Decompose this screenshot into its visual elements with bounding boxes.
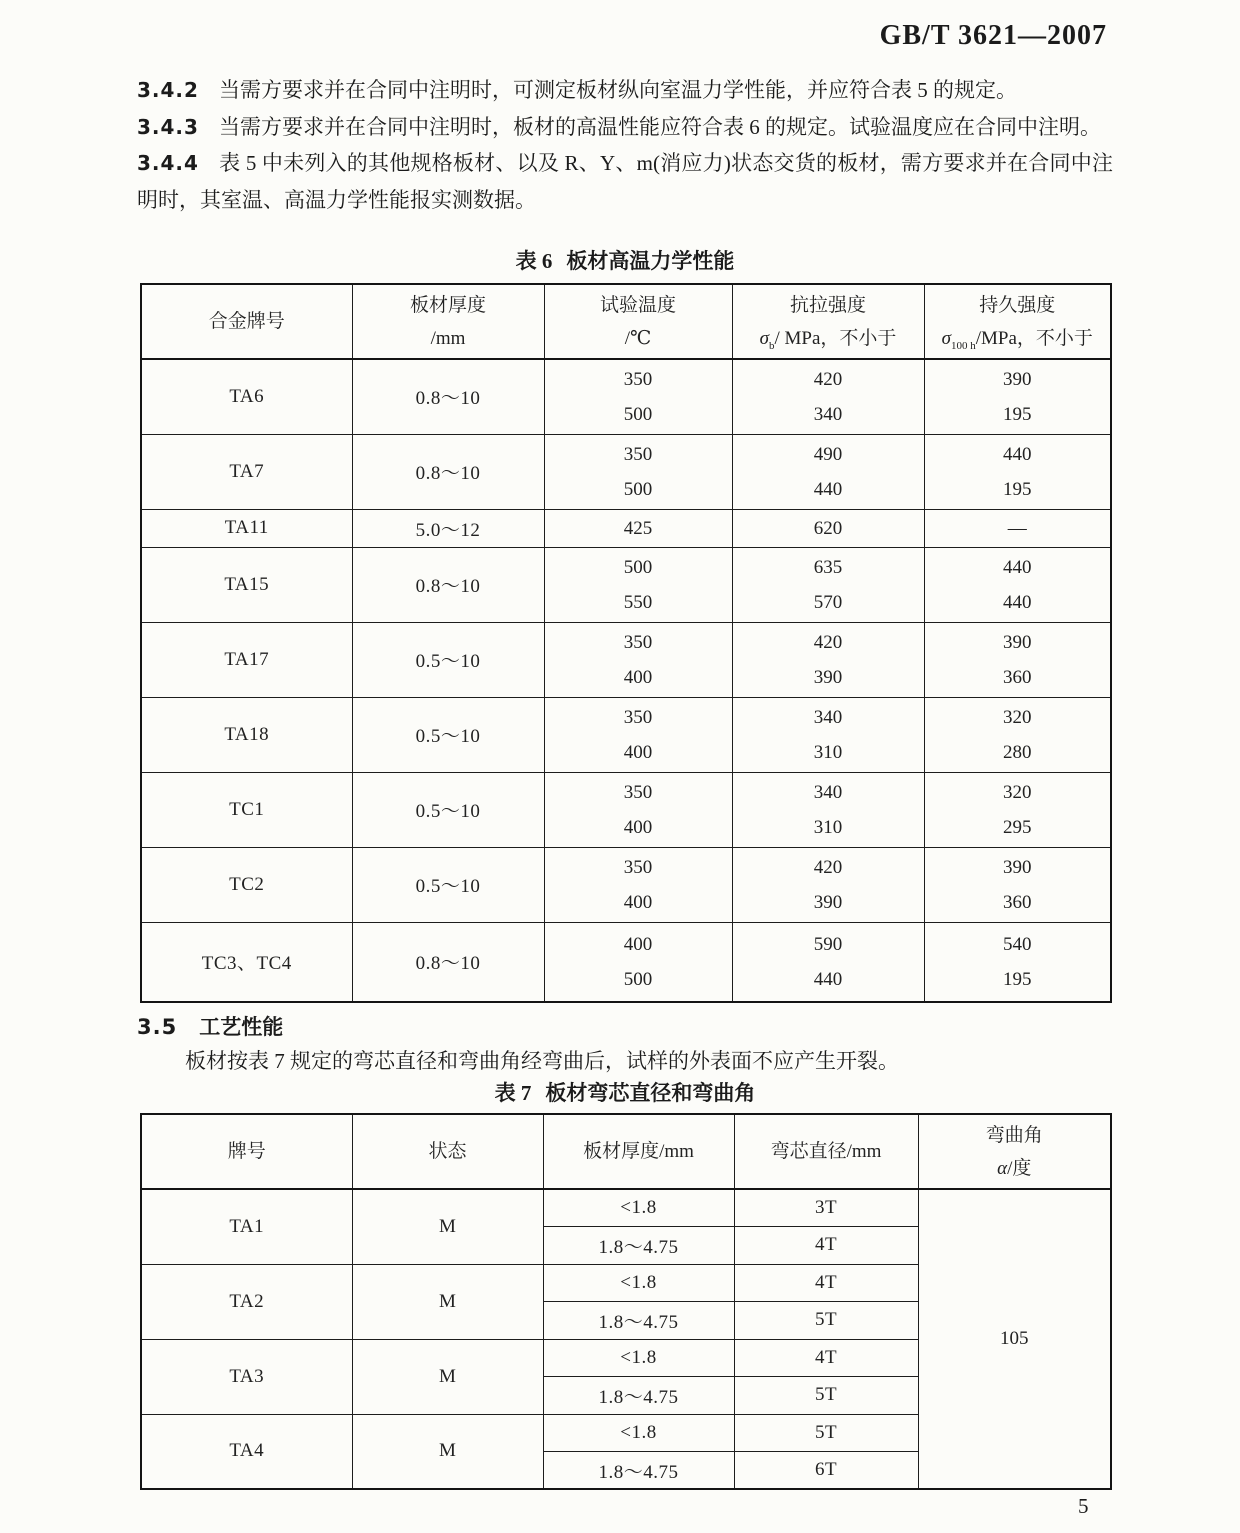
table-row (141, 697, 1111, 772)
cell-diameter: 3T (734, 1189, 918, 1227)
clause-number: 3.4.3 (137, 114, 199, 139)
cell-endurance: 540 195 (924, 922, 1111, 1002)
cell-endurance: 390 360 (924, 847, 1111, 922)
cell-state: M (352, 1189, 543, 1264)
cell-thickness: 0.5～10 (352, 697, 544, 772)
table7-caption-title: 板材弯芯直径和弯曲角 (545, 1081, 756, 1105)
cell-temperature: 500 550 (544, 547, 732, 622)
table6-caption (140, 245, 1110, 275)
cell-diameter: 4T (734, 1339, 918, 1377)
col-header-bend-angle: 弯曲角 α/度 (918, 1114, 1111, 1189)
table-row (141, 547, 1111, 622)
cell-thickness: 0.8～10 (352, 359, 544, 434)
cell-temperature: 400 500 (544, 922, 732, 1002)
cell-tensile: 490 440 (732, 434, 924, 509)
cell-temperature: 350 400 (544, 622, 732, 697)
col-header-endurance-strength: 持久强度 $\sigma_{100 h}$/MPa，不小于 (924, 284, 1111, 359)
cell-endurance: 320 295 (924, 772, 1111, 847)
table7-bend-test (140, 1113, 1112, 1490)
cell-thickness: 0.8～10 (352, 547, 544, 622)
cell-alloy: TA15 (141, 547, 352, 622)
cell-state: M (352, 1339, 543, 1414)
table-row (141, 922, 1111, 1002)
cell-alloy: TA18 (141, 697, 352, 772)
table-row (141, 509, 1111, 547)
cell-thickness: 1.8～4.75 (543, 1377, 734, 1415)
cell-grade: TA4 (141, 1414, 352, 1489)
table6-high-temp-properties (140, 283, 1112, 1003)
table7-header-row (141, 1114, 1111, 1189)
clause-3-4-2 (137, 72, 1113, 109)
cell-thickness: <1.8 (543, 1414, 734, 1452)
clause-text-block (137, 72, 1113, 218)
table6-caption-label: 表 6 (515, 249, 553, 273)
cell-diameter: 5T (734, 1414, 918, 1452)
cell-temperature: 350 500 (544, 434, 732, 509)
cell-state: M (352, 1264, 543, 1339)
cell-thickness: 1.8～4.75 (543, 1302, 734, 1340)
table-row (141, 434, 1111, 509)
cell-endurance: 320 280 (924, 697, 1111, 772)
cell-alloy: TA11 (141, 509, 352, 547)
cell-thickness: <1.8 (543, 1339, 734, 1377)
clause-number: 3.4.2 (137, 78, 199, 102)
clause-number: 3.4.4 (137, 151, 199, 175)
table6-caption-title: 板材高温力学性能 (566, 249, 735, 273)
table7-caption-label: 表 7 (494, 1081, 532, 1105)
cell-tensile: 420 390 (732, 847, 924, 922)
col-header-thickness: 板材厚度/mm (543, 1114, 734, 1189)
cell-temperature: 425 (544, 509, 732, 547)
cell-thickness: <1.8 (543, 1189, 734, 1227)
clause-body-text: 当需方要求并在合同中注明时，可测定板材纵向室温力学性能，并应符合表 5 的规定。 (218, 78, 1017, 102)
cell-alloy: TC2 (141, 847, 352, 922)
col-header-state: 状态 (352, 1114, 543, 1189)
cell-diameter: 4T (734, 1227, 918, 1265)
col-header-tensile-strength: 抗拉强度 $\sigma_b/$ MPa，不小于 (732, 284, 924, 359)
cell-temperature: 350 400 (544, 772, 732, 847)
cell-alloy: TA17 (141, 622, 352, 697)
section-3-5-body: 板材按表 7 规定的弯芯直径和弯曲角经弯曲后，试样的外表面不应产生开裂。 (185, 1049, 899, 1073)
cell-alloy: TC1 (141, 772, 352, 847)
cell-diameter: 5T (734, 1377, 918, 1415)
cell-endurance: 440 440 (924, 547, 1111, 622)
cell-diameter: 5T (734, 1302, 918, 1340)
cell-temperature: 350 500 (544, 359, 732, 434)
cell-thickness: 0.8～10 (352, 434, 544, 509)
cell-tensile: 340 310 (732, 772, 924, 847)
cell-state: M (352, 1414, 543, 1489)
table-row (141, 847, 1111, 922)
clause-body-text: 当需方要求并在合同中注明时，板材的高温性能应符合表 6 的规定。试验温度应在合同中注明。 (218, 114, 1101, 139)
cell-thickness: 5.0～12 (352, 509, 544, 547)
cell-bend-angle: 105 (918, 1189, 1111, 1489)
clause-3-4-3 (137, 109, 1113, 146)
cell-tensile: 590 440 (732, 922, 924, 1002)
table-row (141, 359, 1111, 434)
cell-alloy: TC3、TC4 (141, 922, 352, 1002)
cell-thickness: 0.5～10 (352, 847, 544, 922)
cell-alloy: TA7 (141, 434, 352, 509)
cell-endurance: 440 195 (924, 434, 1111, 509)
table6-header-row (141, 284, 1111, 359)
cell-grade: TA2 (141, 1264, 352, 1339)
section-3-5-heading (137, 1011, 283, 1041)
table7-caption (140, 1077, 1110, 1107)
cell-thickness: 1.8～4.75 (543, 1452, 734, 1490)
cell-thickness: <1.8 (543, 1264, 734, 1302)
standard-code-header: GB/T 3621—2007 (879, 20, 1107, 51)
cell-temperature: 350 400 (544, 847, 732, 922)
table-row (141, 622, 1111, 697)
cell-thickness: 0.5～10 (352, 772, 544, 847)
col-header-bend-diameter: 弯芯直径/mm (734, 1114, 918, 1189)
cell-endurance: 390 195 (924, 359, 1111, 434)
cell-grade: TA1 (141, 1189, 352, 1264)
col-header-grade: 牌号 (141, 1114, 352, 1189)
cell-tensile: 420 390 (732, 622, 924, 697)
cell-thickness: 0.8～10 (352, 922, 544, 1002)
page-number: 5 (1078, 1494, 1089, 1518)
cell-tensile: 420 340 (732, 359, 924, 434)
cell-tensile: 620 (732, 509, 924, 547)
clause-body-text: 表 5 中未列入的其他规格板材、以及 R、Y、m(消应力)状态交货的板材，需方要求并在合同中注明时，其室温、高温力学性能报实测数据。 (137, 151, 1113, 212)
cell-tensile: 340 310 (732, 697, 924, 772)
cell-endurance: — (924, 509, 1111, 547)
clause-3-4-4 (137, 145, 1113, 218)
table-row (141, 1189, 1111, 1227)
col-header-thickness: 板材厚度 /mm (352, 284, 544, 359)
cell-diameter: 4T (734, 1264, 918, 1302)
col-header-temperature: 试验温度 /℃ (544, 284, 732, 359)
section-title: 工艺性能 (199, 1015, 284, 1039)
cell-tensile: 635 570 (732, 547, 924, 622)
cell-alloy: TA6 (141, 359, 352, 434)
cell-endurance: 390 360 (924, 622, 1111, 697)
cell-temperature: 350 400 (544, 697, 732, 772)
col-header-alloy: 合金牌号 (141, 284, 352, 359)
cell-diameter: 6T (734, 1452, 918, 1490)
cell-thickness: 0.5～10 (352, 622, 544, 697)
cell-grade: TA3 (141, 1339, 352, 1414)
cell-thickness: 1.8～4.75 (543, 1227, 734, 1265)
table-row (141, 772, 1111, 847)
section-number: 3.5 (137, 1015, 178, 1039)
